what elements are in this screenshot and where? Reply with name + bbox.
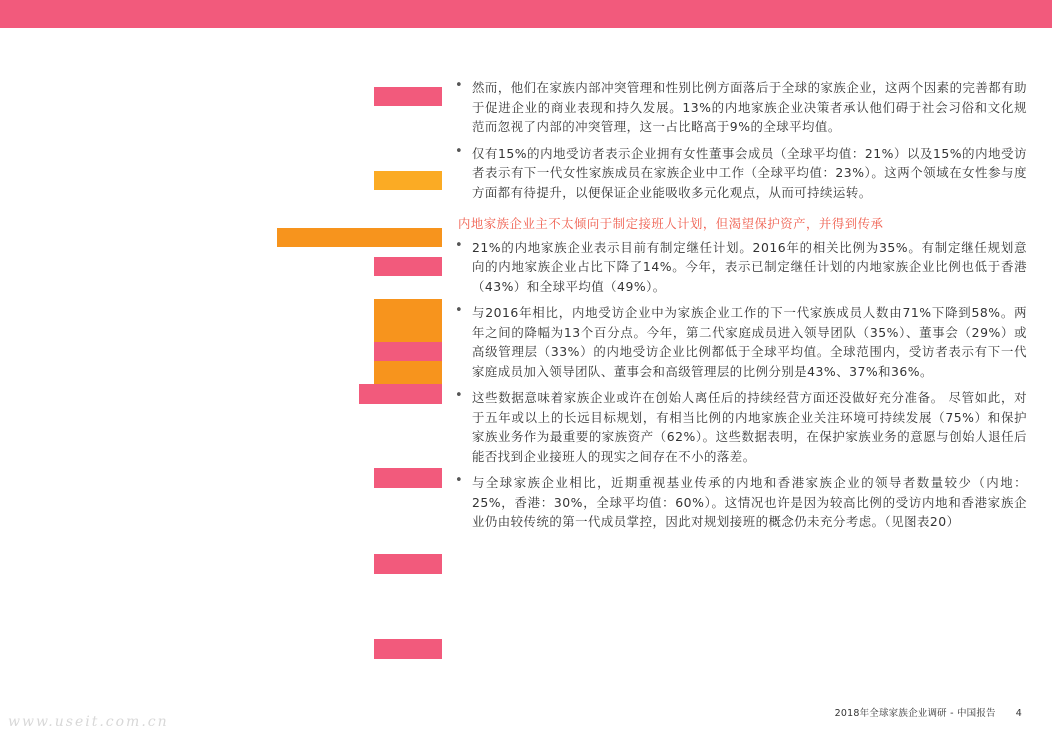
page-footer xyxy=(835,705,1022,719)
bullet-item xyxy=(455,78,1027,137)
deco-bar-9 xyxy=(374,468,442,488)
deco-bar-2 xyxy=(374,171,442,190)
top-color-band xyxy=(0,0,1052,28)
bullet-item xyxy=(455,238,1027,297)
deco-bar-4 xyxy=(374,257,442,276)
bullet-item xyxy=(455,144,1027,203)
deco-bar-11 xyxy=(374,639,442,659)
deco-bar-10 xyxy=(374,554,442,574)
bullet-text: • 然而，他们在家族内部冲突管理和性别比例方面落后于全球的家族企业，这两个因素的完善都有助于促进企业的商业表现和持久发展。13%的内地家族企业决策者承认他们碍于社会习俗和文化规范而忽视了内部的冲突管理，这一占比略高于9%的全球平均值。 xyxy=(472,80,1027,134)
deco-bar-7 xyxy=(374,361,442,384)
bullet-text: • 与2016年相比，内地受访企业中为家族企业工作的下一代家族成员人数由71%下降到58%。两年之间的降幅为13个百分点。今年，第二代家庭成员进入领导团队（35%）、董事会（29%）或高级管理层（33%）的内地受访企业比例都低于全球平均值。全球范围内，受访者表示有下一代家庭成员加入领导团队、董事会和高级管理层的比例分别是43%、37%和36%。 xyxy=(472,305,1027,379)
deco-bar-5 xyxy=(374,299,442,342)
deco-bar-1 xyxy=(374,87,442,106)
bullet-text: • 与全球家族企业相比，近期重视基业传承的内地和香港家族企业的领导者数量较少（内地：25%，香港：30%，全球平均值：60%）。这情况也许是因为较高比例的受访内地和香港家族企业仍由较传统的第一代成员掌控，因此对规划接班的概念仍未充分考虑。（见图表20） xyxy=(472,475,1027,529)
bullet-text: • 这些数据意味着家族企业或许在创始人离任后的持续经营方面还没做好充分准备。 尽管如此，对于五年或以上的长远目标规划，有相当比例的内地家族企业关注环境可持续发展（75%）和保护家族业务作为最重要的家族资产（62%）。这些数据表明，在保护家族业务的意愿与创始人退任后能否找到企业接班人的现实之间存在不小的落差。 xyxy=(472,390,1027,464)
deco-bar-8 xyxy=(359,384,442,404)
deco-bar-6 xyxy=(374,342,442,361)
bullet-text: • 仅有15%的内地受访者表示企业拥有女性董事会成员（全球平均值：21%）以及15%的内地受访者表示有下一代女性家族成员在家族企业中工作（全球平均值：23%）。这两个领域在女性参与度方面都有待提升，以便保证企业能吸收多元化观点，从而可持续运转。 xyxy=(472,145,1027,200)
watermark: www.useit.com.cn xyxy=(8,714,169,730)
section-heading: 内地家族企业主不太倾向于制定接班人计划，但渴望保护资产，并得到传承 xyxy=(458,216,884,231)
main-content xyxy=(455,78,1027,532)
deco-bar-3 xyxy=(277,228,442,247)
page-number: 4 xyxy=(1015,708,1022,719)
footer-title: 2018年全球家族企业调研 - 中国报告 xyxy=(834,708,996,719)
bullet-item xyxy=(455,473,1027,532)
bullet-item xyxy=(455,303,1027,381)
bullet-text: • 21%的内地家族企业表示目前有制定继任计划。2016年的相关比例为35%。有制定继任规划意向的内地家族企业占比下降了14%。今年，表示已制定继任计划的内地家族企业比例也低于香港（43%）和全球平均值（49%）。 xyxy=(472,239,1027,294)
bullet-item xyxy=(455,388,1027,466)
